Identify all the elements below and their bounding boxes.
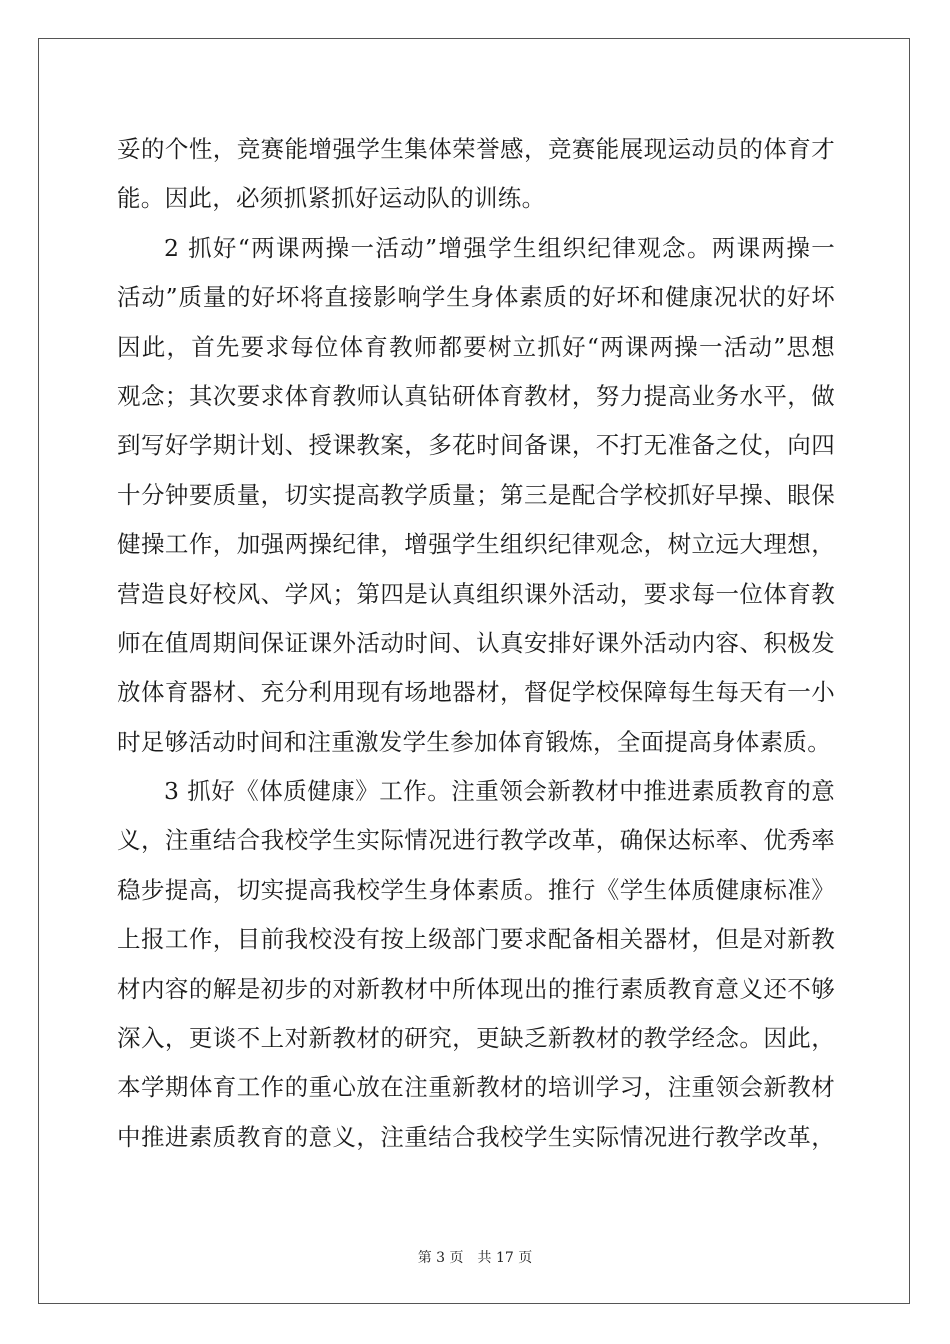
text-line: 活动”质量的好坏将直接影响学生身体素质的好坏和健康况状的好坏 <box>117 283 835 312</box>
text-line: 稳步提高，切实提高我校学生身体素质。推行《学生体质健康标准》 <box>117 875 835 904</box>
text-line: 妥的个性，竞赛能增强学生集体荣誉感，竞赛能展现运动员的体育才 <box>117 135 835 163</box>
text-line: 师在值周期间保证课外活动时间、认真安排好课外活动内容、积极发 <box>117 628 835 657</box>
text-line: 十分钟要质量，切实提高教学质量；第三是配合学校抓好早操、眼保 <box>117 480 835 509</box>
total-pages: 共 17 页 <box>477 1250 533 1266</box>
text-line: 健操工作，加强两操纪律，增强学生组织纪律观念，树立远大理想， <box>117 530 835 559</box>
text-line: 营造良好校风、学风；第四是认真组织课外活动，要求每一位体育教 <box>117 579 835 608</box>
text-line: 到写好学期计划、授课教案，多花时间备课，不打无准备之仗，向四 <box>117 431 835 460</box>
text-line: 材内容的解是初步的对新教材中所体现出的推行素质教育意义还不够 <box>117 974 835 1003</box>
text-line: 上报工作，目前我校没有按上级部门要求配备相关器材，但是对新教 <box>117 925 835 954</box>
text-line: 观念；其次要求体育教师认真钻研体育教材，努力提高业务水平，做 <box>117 381 835 410</box>
text-line: 放体育器材、充分利用现有场地器材，督促学校保障每生每天有一小 <box>117 678 835 707</box>
text-line: 因此，首先要求每位体育教师都要树立抓好“两课两操一活动”思想 <box>117 332 835 361</box>
text-line: 义，注重结合我校学生实际情况进行教学改革，确保达标率、优秀率 <box>117 826 835 855</box>
text-line: 深入，更谈不上对新教材的研究，更缺乏新教材的教学经念。因此， <box>117 1024 835 1053</box>
text-line: 时足够活动时间和注重激发学生参加体育锻炼，全面提高身体素质。 <box>117 727 831 756</box>
paragraph-start-line: 2 抓好“两课两操一活动”增强学生组织纪律观念。两课两操一 <box>164 233 835 262</box>
paragraph-start-line: 3 抓好《体质健康》工作。注重领会新教材中推进素质教育的意 <box>164 777 835 806</box>
page-footer <box>0 1247 950 1267</box>
text-line: 中推进素质教育的意义，注重结合我校学生实际情况进行教学改革， <box>117 1122 835 1151</box>
text-line: 本学期体育工作的重心放在注重新教材的培训学习，注重领会新教材 <box>117 1073 835 1102</box>
document-body <box>117 125 835 1162</box>
page-number: 第 3 页 <box>417 1250 464 1266</box>
text-line: 能。因此，必须抓紧抓好运动队的训练。 <box>117 184 546 213</box>
